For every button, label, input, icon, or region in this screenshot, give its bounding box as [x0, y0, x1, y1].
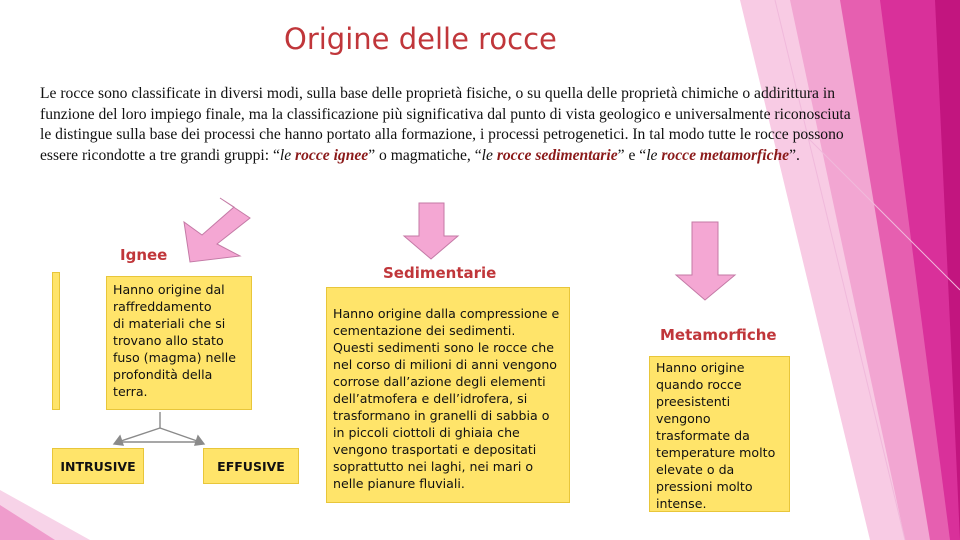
arrow-sedimentarie-icon: [404, 203, 458, 259]
metamorfiche-box: Hanno origine quando rocce preesistenti vengono trasformate da temperature molto elevate o da pressioni molto intense.: [649, 356, 790, 512]
ignee-box-edge: [52, 272, 60, 410]
rock-sedimentarie-term: rocce sedimentarie: [496, 146, 618, 164]
arrow-metamorfiche-icon: [676, 222, 735, 300]
metamorfiche-label: Metamorfiche: [660, 326, 777, 344]
ignee-label: Ignee: [120, 246, 168, 264]
intrusive-box: INTRUSIVE: [52, 448, 144, 484]
sedimentarie-box: Hanno origine dalla compressione e cementazione dei sedimenti. Questi sedimenti sono le rocce che nel corso di milioni di anni vengono corrose dall’azione degli elementi dell’atmofera e dell’idrofera, si trasformano in granelli di sabbia o in piccoli ciottoli di ghiaia che vengono trasportati e depositati soprattutto nei laghi, nei mari o nelle pianure fluviali.: [326, 287, 570, 503]
rock-ignee-term: rocce ignee: [295, 146, 369, 164]
effusive-box: EFFUSIVE: [203, 448, 299, 484]
sedimentarie-label: Sedimentarie: [383, 264, 497, 282]
intro-paragraph: Le rocce sono classificate in diversi modi, sulla base delle proprietà fisiche, o su quella delle proprietà chimiche o addirittura in funzione del loro impiego finale, ma la classificazione più significativa dal punto di vista geologico e universalmente riconosciuta le distingue sulla base dei processi che hanno portato alla formazione, i processi petrogenetici. In tal modo tutte le rocce possono essere ricondotte a tre grandi gruppi: “le rocce ignee” o magmatiche, “le rocce sedimentarie” e “le rocce metamorfiche”.: [40, 85, 851, 164]
arrow-ignee-icon: [184, 198, 250, 262]
branch-arrows-icon: [114, 412, 204, 445]
rock-metamorfiche-term: rocce metamorfiche: [661, 146, 790, 164]
ignee-box: Hanno origine dal raffreddamento di materiali che si trovano allo stato fuso (magma) nelle profondità della terra.: [106, 276, 252, 410]
page-title: Origine delle rocce: [284, 22, 557, 56]
